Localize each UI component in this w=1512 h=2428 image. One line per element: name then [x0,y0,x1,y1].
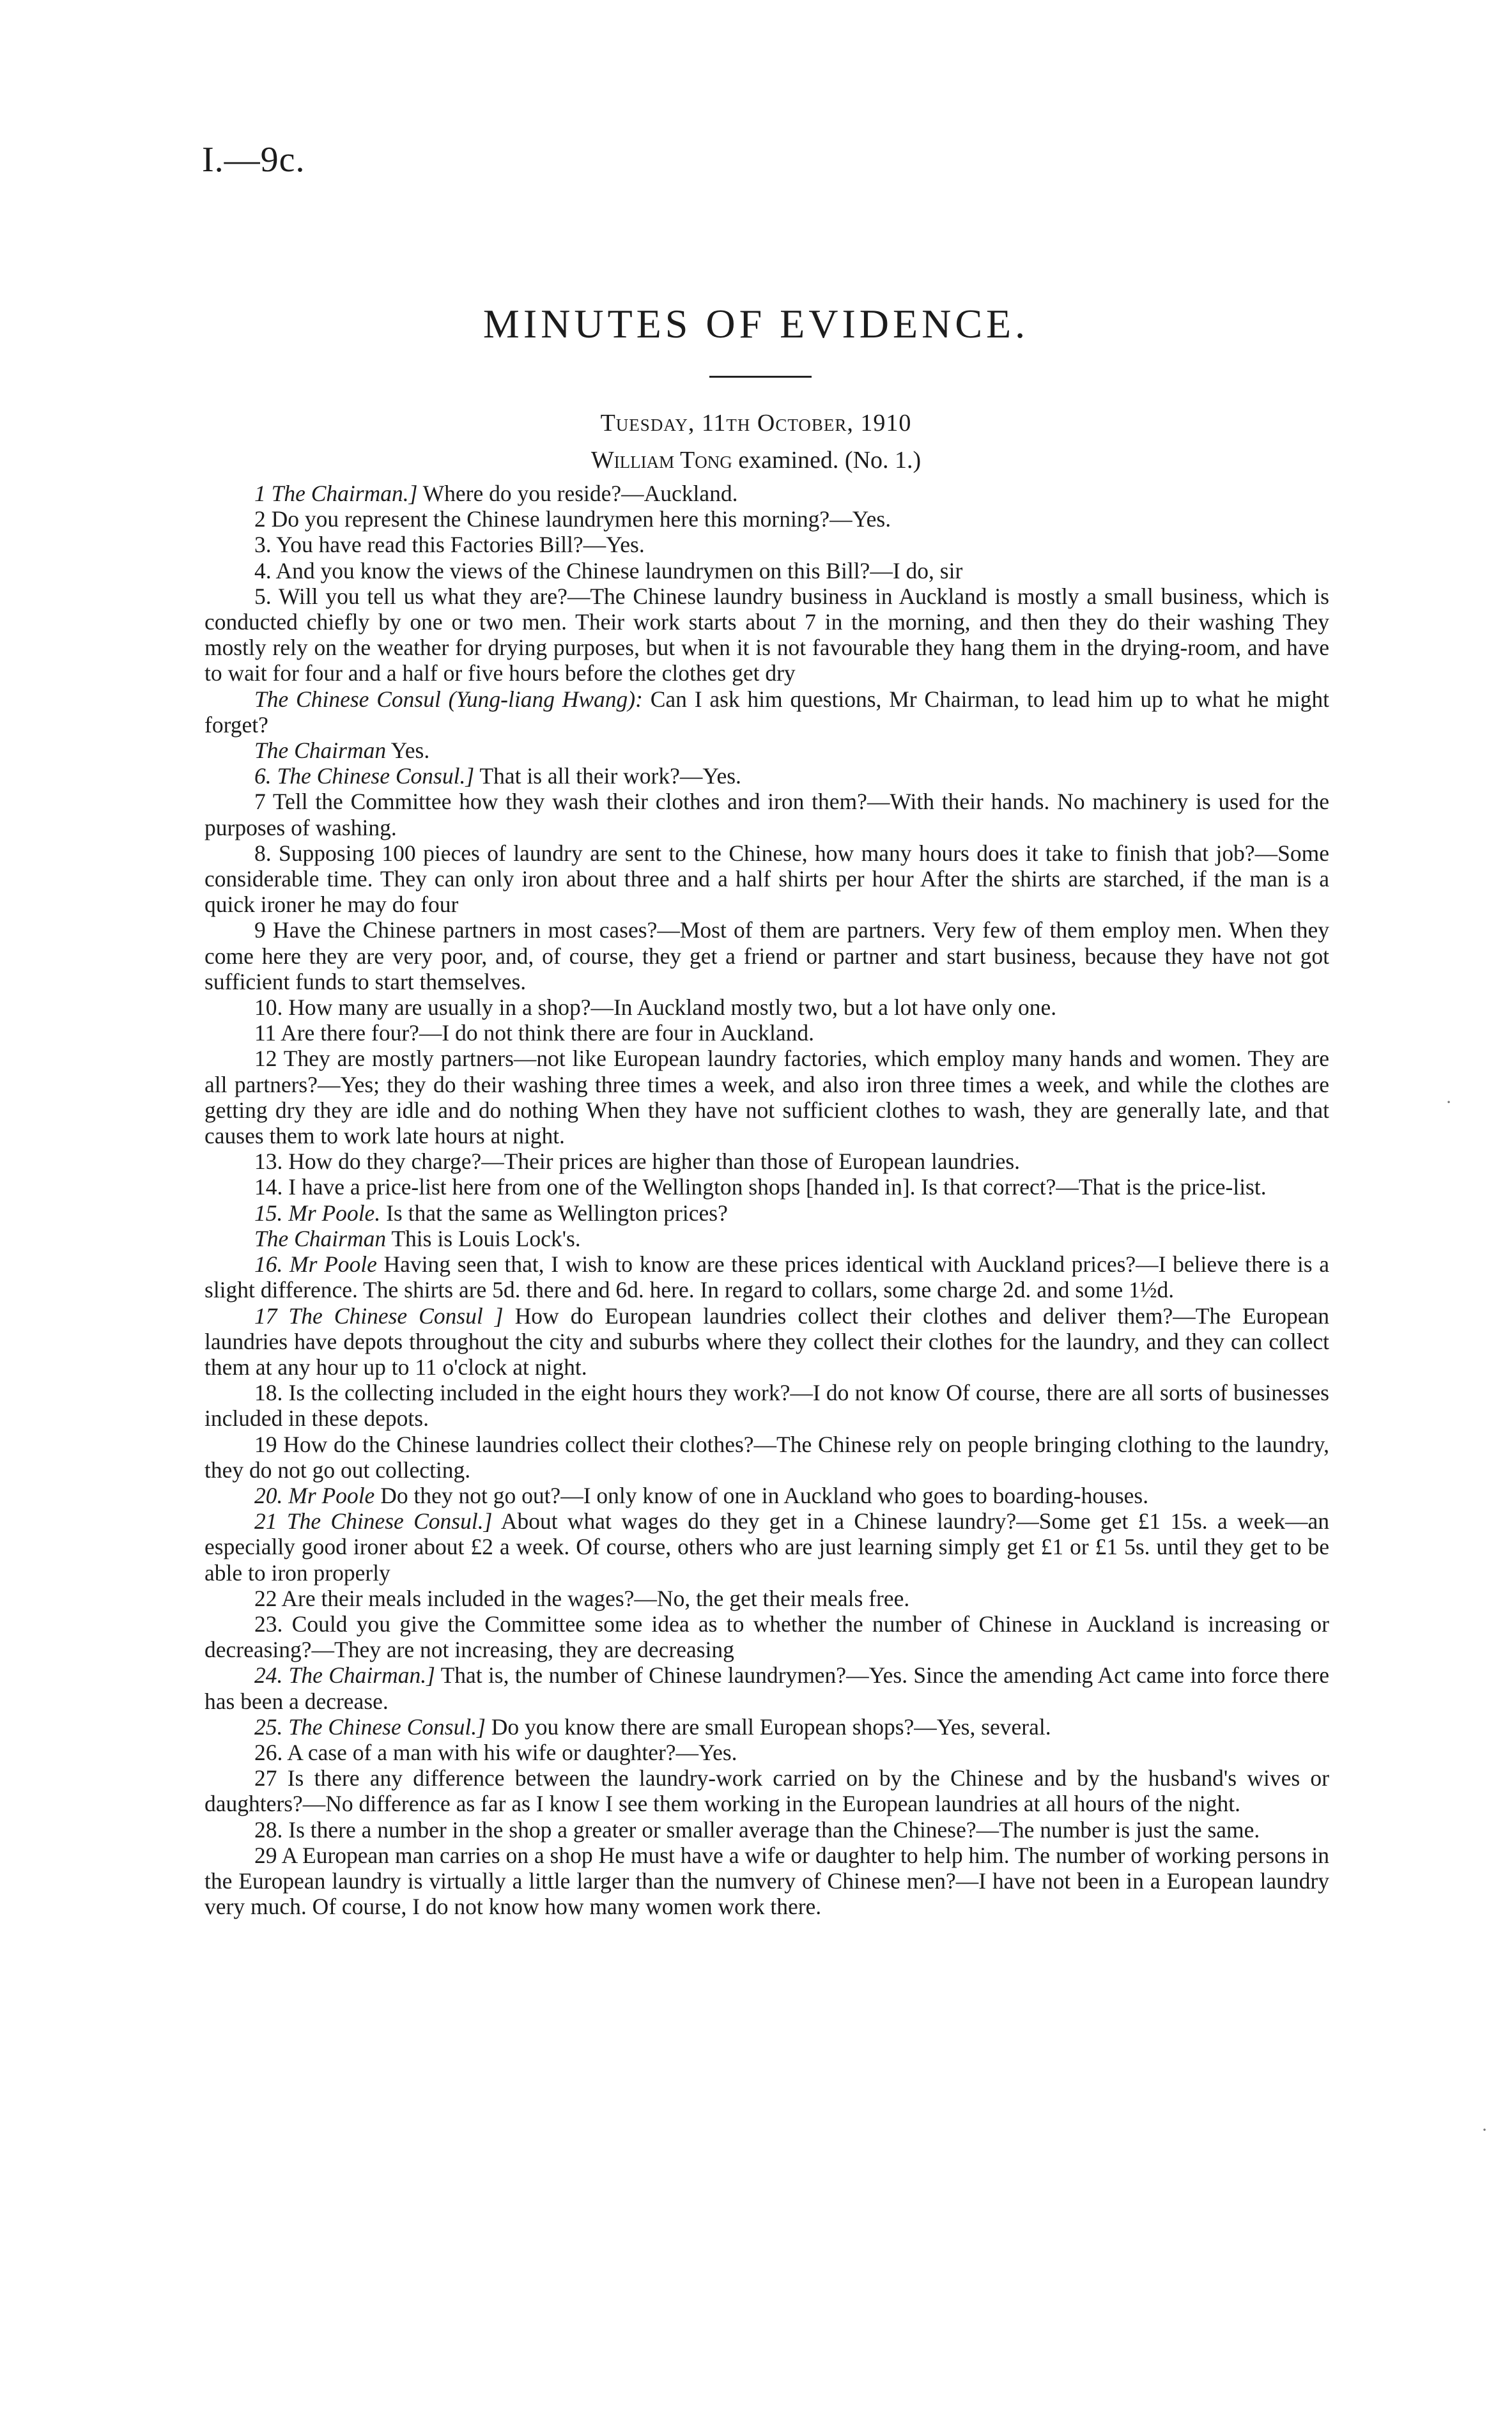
evidence-paragraph [204,1200,1329,1226]
speaker-label: 16. Mr Poole [254,1251,377,1278]
evidence-paragraph [204,840,1329,918]
paragraph-text: 19 How do the Chinese laundries collect their clothes?—The Chinese rely on people bringing clothing to the laundry, they do not go out collecting. [204,1431,1329,1483]
paragraph-text: 8. Supposing 100 pieces of laundry are sent to the Chinese, how many hours does it take to finish that job?—Some considerable time. They can only iron about three and a half shirts per hour After the shirts are starched, if the man is a quick ironer he may do four [204,840,1329,918]
paragraph-text: That is, the number of Chinese laundrymen?—Yes. Since the amending Act came into force there has been a decrease. [204,1662,1330,1714]
evidence-paragraph [204,506,1329,532]
paragraph-text: 12 They are mostly partners—not like European laundry factories, which employ many hands and women. They are all partners?—Yes; they do their washing three times a week, and also iron three times a week, and while the clothes are getting dry they are idle and do nothing When they have not sufficient clothes to wash, they are generally late, and that causes them to work late hours at night. [204,1046,1329,1149]
paragraph-text: 3. You have read this Factories Bill?—Yes. [254,532,645,558]
evidence-paragraph [204,1817,1329,1843]
witness-examined: examined. (No. 1.) [738,447,922,474]
evidence-paragraph [204,1586,1329,1611]
evidence-paragraph [204,1740,1329,1765]
paragraph-text: 11 Are there four?—I do not think there are four in Auckland. [254,1020,815,1046]
paragraph-text: 2 Do you represent the Chinese laundrymen here this morning?—Yes. [254,506,891,532]
speaker-label: 1 The Chairman.] [254,481,418,506]
evidence-paragraph [204,1714,1329,1740]
paragraph-text: 22 Are their meals included in the wages?—No, the get their meals free. [254,1585,910,1611]
paragraph-text: Having seen that, I wish to know are these prices identical with Auckland prices?—I believe there is a slight difference. The shirts are 5d. there and 6d. here. In regard to collars, some charge 2d. and some 1½d. [204,1251,1329,1303]
paragraph-text: Do you know there are small European shops?—Yes, several. [485,1713,1051,1740]
session-date-text: Tuesday, 11th October, 1910 [600,410,912,437]
evidence-paragraph [204,686,1329,738]
paragraph-text: Is that the same as Wellington prices? [380,1200,728,1226]
paragraph-text: 18. Is the collecting included in the eight hours they work?—I do not know Of course, there are all sorts of businesses included in these depots. [204,1380,1329,1432]
document-title: MINUTES OF EVIDENCE. [482,301,1030,346]
evidence-paragraph [204,1380,1329,1431]
evidence-paragraph [204,1508,1329,1586]
paragraph-text: 4. And you know the views of the Chinese laundrymen on this Bill?—I do, sir [254,557,963,584]
evidence-paragraph [204,1046,1329,1148]
evidence-paragraph [204,532,1329,557]
speaker-label: 6. The Chinese Consul.] [254,763,475,789]
speaker-label: The Chairman [254,738,387,764]
evidence-body [204,481,1329,1919]
evidence-paragraph [204,738,1329,763]
paragraph-text: Can I ask him questions, Mr Chairman, to lead him up to what he might forget? [204,686,1329,738]
evidence-paragraph [204,1765,1329,1816]
page-reference: I.—9c. [202,140,305,180]
evidence-paragraph [204,1432,1329,1483]
evidence-paragraph [204,1251,1329,1303]
evidence-paragraph [204,1611,1329,1662]
speaker-label: The Chinese Consul (Yung-liang Hwang): [254,686,643,712]
evidence-paragraph [204,1662,1329,1713]
margin-speck: · [1446,1092,1452,1113]
evidence-paragraph [204,789,1329,840]
session-date [0,409,1512,437]
paragraph-text: 29 A European man carries on a shop He must have a wife or daughter to help him. The number of working persons in the European laundry is virtually a little larger than the numvery of Chinese men?—I have not been in a European laundry very much. Of course, I do not know how many women work there. [204,1842,1329,1920]
evidence-paragraph [204,1148,1329,1174]
paragraph-text: 27 Is there any difference between the laundry-work carried on by the Chinese and by the husband's wives or daughters?—No difference as far as I know I see them working in the European laundries at all hours of the night. [204,1765,1329,1817]
evidence-paragraph [204,584,1329,686]
evidence-paragraph [204,1483,1329,1508]
title-rule [709,376,812,378]
paragraph-text: That is all their work?—Yes. [474,763,741,789]
evidence-paragraph [204,1174,1329,1200]
witness-line [0,446,1512,474]
paragraph-text: 23. Could you give the Committee some idea as to whether the number of Chinese in Auckland is increasing or decreasing?—They are not increasing, they are decreasing [204,1611,1329,1663]
paragraph-text: About what wages do they get in a Chinese laundry?—Some get £1 15s. a week—an especially good ironer about £2 a week. Of course, others who are just learning simply get £1 or £1 5s. until they get to be able to iron properly [204,1508,1330,1586]
speaker-label: 24. The Chairman.] [254,1662,435,1689]
evidence-paragraph [204,1843,1329,1920]
margin-speck: · [1481,2119,1488,2140]
paragraph-text: How do European laundries collect their clothes and deliver them?—The European laundries have depots throughout the city and suburbs where they collect their clothes for the laundry, and they can collect them at any hour up to 11 o'clock at night. [204,1303,1329,1380]
evidence-paragraph [204,1226,1329,1251]
speaker-label: 20. Mr Poole [254,1482,375,1508]
paragraph-text: 14. I have a price-list here from one of the Wellington shops [handed in]. Is that correct?—That is the price-list. [254,1174,1267,1200]
speaker-label: 15. Mr Poole. [254,1200,381,1226]
evidence-paragraph [204,1303,1329,1380]
paragraph-text: 28. Is there a number in the shop a greater or smaller average than the Chinese?—The number is just the same. [254,1816,1260,1843]
paragraph-text: 10. How many are usually in a shop?—In Auckland mostly two, but a lot have only one. [254,994,1057,1021]
witness-name: William Tong [590,447,732,474]
paragraph-text: 7 Tell the Committee how they wash their clothes and iron them?—With their hands. No machinery is used for the purposes of washing. [204,789,1329,840]
paragraph-text: 5. Will you tell us what they are?—The Chinese laundry business in Auckland is mostly a small business, which is conducted chiefly by one or two men. Their work starts about 7 in the morning, and then they do their washing They mostly rely on the weather for drying purposes, but when it is not favourable they hang them in the drying-room, and have to wait for four and a half or five hours before the clothes get dry [204,583,1329,686]
speaker-label: 17 The Chinese Consul ] [254,1303,504,1329]
speaker-label: 25. The Chinese Consul.] [254,1713,486,1740]
paragraph-text: This is Louis Lock's. [386,1225,581,1251]
evidence-paragraph [204,994,1329,1020]
paragraph-text: 9 Have the Chinese partners in most cases?—Most of them are partners. Very few of them employ men. When they come here they are very poor, and, of course, they get a friend or partner and start business, because they have not got sufficient funds to start themselves. [204,917,1329,994]
evidence-paragraph [204,763,1329,789]
evidence-paragraph [204,917,1329,994]
evidence-paragraph [204,481,1329,506]
paragraph-text: Do they not go out?—I only know of one in Auckland who goes to boarding-houses. [374,1482,1149,1508]
paragraph-text: 13. How do they charge?—Their prices are higher than those of European laundries. [254,1148,1021,1175]
paragraph-text: 26. A case of a man with his wife or daughter?—Yes. [254,1739,737,1765]
evidence-paragraph [204,1020,1329,1046]
speaker-label: 21 The Chinese Consul.] [254,1508,493,1535]
paragraph-text: Yes. [386,738,430,764]
speaker-label: The Chairman [254,1225,387,1251]
paragraph-text: Where do you reside?—Auckland. [417,481,738,506]
evidence-paragraph [204,558,1329,584]
